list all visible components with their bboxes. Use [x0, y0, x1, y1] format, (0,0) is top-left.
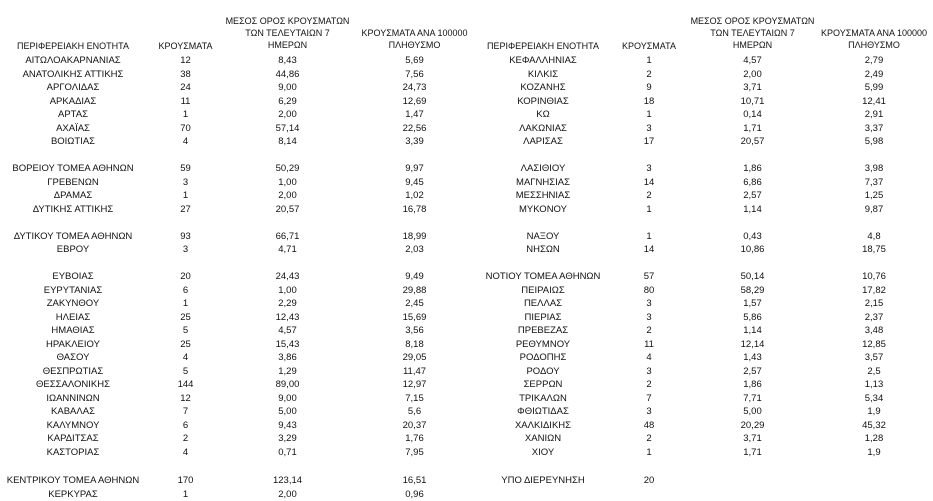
avg7-cell: 2,57: [690, 189, 815, 203]
region-cell: ΧΑΝΙΩΝ: [478, 432, 608, 446]
region-cell: ΚΩ: [478, 108, 608, 122]
table-row: [0, 488, 933, 501]
region-cell: ΘΑΣΟΥ: [0, 351, 146, 365]
per100k-cell: 22,56: [352, 122, 477, 136]
table-row: [0, 432, 933, 446]
header-region-right: ΠΕΡΙΦΕΡΕΙΑΚΗ ΕΝΟΤΗΤΑ: [478, 40, 608, 52]
header-cases-left: ΚΡΟΥΣΜΑΤΑ: [148, 40, 223, 52]
region-cell: ΑΧΑΪΑΣ: [0, 122, 146, 136]
avg7-cell: 3,71: [690, 432, 815, 446]
per100k-cell: 3,48: [815, 324, 933, 338]
avg7-cell: 3,71: [690, 81, 815, 95]
per100k-cell: 1,9: [815, 446, 933, 460]
cases-cell: 17: [610, 135, 688, 149]
avg7-cell: 9,00: [225, 392, 350, 406]
table-row: [0, 230, 933, 244]
table-row: [0, 203, 933, 217]
cases-cell: 2: [610, 68, 688, 82]
region-cell: ΝΑΞΟΥ: [478, 230, 608, 244]
cases-cell: 27: [148, 203, 223, 217]
avg7-cell: 7,71: [690, 392, 815, 406]
per100k-cell: 8,18: [352, 338, 477, 352]
per100k-cell: 12,85: [815, 338, 933, 352]
per100k-cell: 18,99: [352, 230, 477, 244]
region-cell: ΗΡΑΚΛΕΙΟΥ: [0, 338, 146, 352]
avg7-cell: 1,14: [690, 324, 815, 338]
table-row: [0, 54, 933, 68]
cases-cell: 18: [610, 95, 688, 109]
region-cell: ΚΟΡΙΝΘΙΑΣ: [478, 95, 608, 109]
header-avg7-line2: ΤΩΝ ΤΕΛΕΥΤΑΙΩΝ 7: [225, 27, 350, 39]
region-cell: ΑΙΤΩΛΟΑΚΑΡΝΑΝΙΑΣ: [0, 54, 146, 68]
table-row: [0, 68, 933, 82]
header-region-left: ΠΕΡΙΦΕΡΕΙΑΚΗ ΕΝΟΤΗΤΑ: [0, 40, 146, 52]
avg7-cell: 58,29: [690, 284, 815, 298]
per100k-cell: 1,02: [352, 189, 477, 203]
table-row: [0, 176, 933, 190]
per100k-cell: 5,98: [815, 135, 933, 149]
header-avg7-line3: ΗΜΕΡΩΝ: [225, 39, 350, 51]
region-cell: ΚΙΛΚΙΣ: [478, 68, 608, 82]
cases-cell: 3: [610, 311, 688, 325]
cases-cell: 3: [610, 405, 688, 419]
cases-cell: 7: [148, 405, 223, 419]
per100k-cell: 2,79: [815, 54, 933, 68]
avg7-cell: 10,71: [690, 95, 815, 109]
per100k-cell: 3,98: [815, 162, 933, 176]
per100k-cell: 45,32: [815, 419, 933, 433]
table-row: [0, 243, 933, 257]
avg7-cell: 2,00: [225, 108, 350, 122]
cases-cell: 25: [148, 338, 223, 352]
cases-cell: 1: [610, 54, 688, 68]
table-row: [0, 311, 933, 325]
region-cell: ΚΑΡΔΙΤΣΑΣ: [0, 432, 146, 446]
cases-cell: 7: [610, 392, 688, 406]
per100k-cell: 11,47: [352, 365, 477, 379]
table-row: [0, 189, 933, 203]
table-row: [0, 284, 933, 298]
per100k-cell: 10,76: [815, 270, 933, 284]
region-cell: ΜΕΣΣΗΝΙΑΣ: [478, 189, 608, 203]
region-cell: ΦΘΙΩΤΙΔΑΣ: [478, 405, 608, 419]
avg7-cell: 66,71: [225, 230, 350, 244]
avg7-cell: 50,14: [690, 270, 815, 284]
region-cell: ΛΑΣΙΘΙΟΥ: [478, 162, 608, 176]
per100k-cell: 7,37: [815, 176, 933, 190]
per100k-cell: 7,95: [352, 446, 477, 460]
region-cell: ΑΡΚΑΔΙΑΣ: [0, 95, 146, 109]
region-cell: ΘΕΣΠΡΩΤΙΑΣ: [0, 365, 146, 379]
per100k-cell: 2,03: [352, 243, 477, 257]
region-cell: ΒΟΙΩΤΙΑΣ: [0, 135, 146, 149]
cases-cell: 11: [148, 95, 223, 109]
region-cell: ΡΟΔΟΠΗΣ: [478, 351, 608, 365]
header-cases-right: ΚΡΟΥΣΜΑΤΑ: [610, 40, 688, 52]
avg7-cell: 24,43: [225, 270, 350, 284]
table-row: [0, 446, 933, 460]
cases-cell: 2: [610, 324, 688, 338]
region-cell: ΚΟΖΑΝΗΣ: [478, 81, 608, 95]
cases-cell: 3: [610, 162, 688, 176]
cases-cell: 2: [610, 432, 688, 446]
cases-cell: 14: [610, 176, 688, 190]
per100k-cell: 5,99: [815, 81, 933, 95]
table-row: [0, 95, 933, 109]
region-cell: ΡΟΔΟΥ: [478, 365, 608, 379]
header-avg7-line1: ΜΕΣΟΣ ΟΡΟΣ ΚΡΟΥΣΜΑΤΩΝ: [225, 15, 350, 27]
cases-cell: 14: [610, 243, 688, 257]
per100k-cell: 20,37: [352, 419, 477, 433]
header-avg7-line3: ΗΜΕΡΩΝ: [690, 39, 815, 51]
avg7-cell: 2,57: [690, 365, 815, 379]
region-cell: ΚΑΣΤΟΡΙΑΣ: [0, 446, 146, 460]
per100k-cell: 29,88: [352, 284, 477, 298]
region-cell: ΚΕΡΚΥΡΑΣ: [0, 488, 146, 501]
cases-cell: 6: [148, 419, 223, 433]
region-cell: ΥΠΟ ΔΙΕΡΕΥΝΗΣΗ: [478, 474, 608, 488]
region-cell: ΑΝΑΤΟΛΙΚΗΣ ΑΤΤΙΚΗΣ: [0, 68, 146, 82]
per100k-cell: 16,78: [352, 203, 477, 217]
avg7-cell: 12,14: [690, 338, 815, 352]
region-cell: ΕΥΒΟΙΑΣ: [0, 270, 146, 284]
region-cell: ΕΥΡΥΤΑΝΙΑΣ: [0, 284, 146, 298]
per100k-cell: 3,56: [352, 324, 477, 338]
per100k-cell: 2,49: [815, 68, 933, 82]
avg7-cell: 1,29: [225, 365, 350, 379]
avg7-cell: 15,43: [225, 338, 350, 352]
per100k-cell: 1,47: [352, 108, 477, 122]
cases-cell: 3: [148, 176, 223, 190]
cases-cell: 5: [148, 324, 223, 338]
avg7-cell: 44,86: [225, 68, 350, 82]
avg7-cell: 4,71: [225, 243, 350, 257]
per100k-cell: 3,39: [352, 135, 477, 149]
region-cell: ΛΑΡΙΣΑΣ: [478, 135, 608, 149]
region-cell: ΡΕΘΥΜΝΟΥ: [478, 338, 608, 352]
per100k-cell: 9,45: [352, 176, 477, 190]
region-cell: ΧΑΛΚΙΔΙΚΗΣ: [478, 419, 608, 433]
per100k-cell: 0,96: [352, 488, 477, 501]
table-row: [0, 81, 933, 95]
table-row: [0, 392, 933, 406]
cases-cell: 1: [610, 108, 688, 122]
region-cell: ΝΟΤΙΟΥ ΤΟΜΕΑ ΑΘΗΝΩΝ: [478, 270, 608, 284]
per100k-cell: 1,13: [815, 378, 933, 392]
avg7-cell: 0,14: [690, 108, 815, 122]
region-cell: ΝΗΣΩΝ: [478, 243, 608, 257]
per100k-cell: 9,97: [352, 162, 477, 176]
per100k-cell: 1,28: [815, 432, 933, 446]
per100k-cell: 7,56: [352, 68, 477, 82]
per100k-cell: 16,51: [352, 474, 477, 488]
table-row: [0, 338, 933, 352]
cases-cell: 11: [610, 338, 688, 352]
avg7-cell: 12,43: [225, 311, 350, 325]
avg7-cell: 9,43: [225, 419, 350, 433]
header-avg7-left: [225, 15, 350, 51]
cases-cell: 3: [610, 297, 688, 311]
cases-cell: 2: [610, 189, 688, 203]
table-row: [0, 351, 933, 365]
region-cell: ΚΕΦΑΛΛΗΝΙΑΣ: [478, 54, 608, 68]
avg7-cell: 1,71: [690, 446, 815, 460]
header-per100k-line1: ΚΡΟΥΣΜΑΤΑ ΑΝΑ 100000: [815, 27, 933, 39]
header-per100k-left: [352, 27, 477, 51]
table-row: [0, 297, 933, 311]
region-cell: ΧΙΟΥ: [478, 446, 608, 460]
table-row: [0, 324, 933, 338]
per100k-cell: 9,87: [815, 203, 933, 217]
cases-cell: 70: [148, 122, 223, 136]
avg7-cell: 5,00: [225, 405, 350, 419]
avg7-cell: 1,71: [690, 122, 815, 136]
cases-cell: 6: [148, 284, 223, 298]
avg7-cell: 5,00: [690, 405, 815, 419]
per100k-cell: 3,57: [815, 351, 933, 365]
per100k-cell: 24,73: [352, 81, 477, 95]
region-cell: ΜΑΓΝΗΣΙΑΣ: [478, 176, 608, 190]
cases-cell: 20: [610, 474, 688, 488]
header-avg7-line1: ΜΕΣΟΣ ΟΡΟΣ ΚΡΟΥΣΜΑΤΩΝ: [690, 15, 815, 27]
cases-cell: 2: [148, 432, 223, 446]
region-cell: ΠΕΙΡΑΙΩΣ: [478, 284, 608, 298]
per100k-cell: 5,6: [352, 405, 477, 419]
avg7-cell: 50,29: [225, 162, 350, 176]
region-cell: ΚΑΒΑΛΑΣ: [0, 405, 146, 419]
per100k-cell: 4,8: [815, 230, 933, 244]
table-row: [0, 122, 933, 136]
region-cell: ΠΡΕΒΕΖΑΣ: [478, 324, 608, 338]
per100k-cell: 29,05: [352, 351, 477, 365]
region-cell: ΑΡΓΟΛΙΔΑΣ: [0, 81, 146, 95]
avg7-cell: 2,00: [690, 68, 815, 82]
avg7-cell: 20,29: [690, 419, 815, 433]
cases-cell: 1: [148, 297, 223, 311]
cases-cell: 80: [610, 284, 688, 298]
per100k-cell: 5,34: [815, 392, 933, 406]
avg7-cell: 20,57: [690, 135, 815, 149]
region-cell: ΚΑΛΥΜΝΟΥ: [0, 419, 146, 433]
region-cell: ΕΒΡΟΥ: [0, 243, 146, 257]
per100k-cell: 17,82: [815, 284, 933, 298]
cases-cell: 12: [148, 54, 223, 68]
avg7-cell: 0,43: [690, 230, 815, 244]
per100k-cell: 2,45: [352, 297, 477, 311]
cases-cell: 1: [148, 189, 223, 203]
cases-cell: 59: [148, 162, 223, 176]
region-cell: ΔΡΑΜΑΣ: [0, 189, 146, 203]
avg7-cell: 20,57: [225, 203, 350, 217]
avg7-cell: 4,57: [225, 324, 350, 338]
cases-cell: 2: [610, 378, 688, 392]
table-row: [0, 474, 933, 488]
table-row: [0, 135, 933, 149]
table-row: [0, 419, 933, 433]
per100k-cell: 12,41: [815, 95, 933, 109]
region-cell: ΓΡΕΒΕΝΩΝ: [0, 176, 146, 190]
per100k-cell: 1,25: [815, 189, 933, 203]
region-cell: ΒΟΡΕΙΟΥ ΤΟΜΕΑ ΑΘΗΝΩΝ: [0, 162, 146, 176]
region-cell: ΗΜΑΘΙΑΣ: [0, 324, 146, 338]
region-cell: ΔΥΤΙΚΟΥ ΤΟΜΕΑ ΑΘΗΝΩΝ: [0, 230, 146, 244]
table-row: [0, 365, 933, 379]
cases-cell: 12: [148, 392, 223, 406]
header-per100k-line2: ΠΛΗΘΥΣΜΟ: [815, 39, 933, 51]
avg7-cell: 5,86: [690, 311, 815, 325]
table-row: [0, 378, 933, 392]
avg7-cell: 3,86: [225, 351, 350, 365]
region-cell: ΚΕΝΤΡΙΚΟΥ ΤΟΜΕΑ ΑΘΗΝΩΝ: [0, 474, 146, 488]
avg7-cell: 8,43: [225, 54, 350, 68]
avg7-cell: 4,57: [690, 54, 815, 68]
per100k-cell: 5,69: [352, 54, 477, 68]
per100k-cell: 15,69: [352, 311, 477, 325]
cases-cell: 57: [610, 270, 688, 284]
avg7-cell: 2,00: [225, 189, 350, 203]
header-avg7-line2: ΤΩΝ ΤΕΛΕΥΤΑΙΩΝ 7: [690, 27, 815, 39]
per100k-cell: 12,97: [352, 378, 477, 392]
region-cell: ΜΥΚΟΝΟΥ: [478, 203, 608, 217]
region-cell: ΖΑΚΥΝΘΟΥ: [0, 297, 146, 311]
per100k-cell: 1,9: [815, 405, 933, 419]
header-avg7-right: [690, 15, 815, 51]
table-row: [0, 108, 933, 122]
cases-cell: 5: [148, 365, 223, 379]
avg7-cell: 9,00: [225, 81, 350, 95]
region-cell: ΔΥΤΙΚΗΣ ΑΤΤΙΚΗΣ: [0, 203, 146, 217]
avg7-cell: 10,86: [690, 243, 815, 257]
avg7-cell: 1,57: [690, 297, 815, 311]
avg7-cell: 123,14: [225, 474, 350, 488]
cases-cell: 3: [610, 122, 688, 136]
cases-cell: 1: [610, 446, 688, 460]
region-cell: ΘΕΣΣΑΛΟΝΙΚΗΣ: [0, 378, 146, 392]
table-row: [0, 162, 933, 176]
per100k-cell: 7,15: [352, 392, 477, 406]
cases-cell: 4: [148, 446, 223, 460]
avg7-cell: 6,29: [225, 95, 350, 109]
avg7-cell: 8,14: [225, 135, 350, 149]
cases-cell: 20: [148, 270, 223, 284]
avg7-cell: 1,86: [690, 162, 815, 176]
cases-cell: 9: [610, 81, 688, 95]
region-cell: ΑΡΤΑΣ: [0, 108, 146, 122]
per100k-cell: 2,5: [815, 365, 933, 379]
avg7-cell: 89,00: [225, 378, 350, 392]
cases-cell: 38: [148, 68, 223, 82]
avg7-cell: 2,29: [225, 297, 350, 311]
per100k-cell: 3,37: [815, 122, 933, 136]
per100k-cell: 2,15: [815, 297, 933, 311]
avg7-cell: 3,29: [225, 432, 350, 446]
cases-cell: 1: [610, 203, 688, 217]
header-per100k-line2: ΠΛΗΘΥΣΜΟ: [352, 39, 477, 51]
cases-cell: 1: [148, 488, 223, 501]
per100k-cell: 2,37: [815, 311, 933, 325]
avg7-cell: 1,14: [690, 203, 815, 217]
per100k-cell: 2,91: [815, 108, 933, 122]
cases-cell: 25: [148, 311, 223, 325]
cases-cell: 3: [610, 365, 688, 379]
per100k-cell: 12,69: [352, 95, 477, 109]
region-cell: ΛΑΚΩΝΙΑΣ: [478, 122, 608, 136]
avg7-cell: 1,00: [225, 284, 350, 298]
avg7-cell: 1,86: [690, 378, 815, 392]
header-per100k-line1: ΚΡΟΥΣΜΑΤΑ ΑΝΑ 100000: [352, 27, 477, 39]
table-row: [0, 405, 933, 419]
avg7-cell: 2,00: [225, 488, 350, 501]
avg7-cell: 6,86: [690, 176, 815, 190]
cases-cell: 4: [148, 135, 223, 149]
header-per100k-right: [815, 27, 933, 51]
region-cell: ΗΛΕΙΑΣ: [0, 311, 146, 325]
per100k-cell: 9,49: [352, 270, 477, 284]
region-cell: ΠΕΛΛΑΣ: [478, 297, 608, 311]
avg7-cell: 57,14: [225, 122, 350, 136]
avg7-cell: 1,00: [225, 176, 350, 190]
cases-cell: 4: [610, 351, 688, 365]
cases-cell: 1: [148, 108, 223, 122]
per100k-cell: 18,75: [815, 243, 933, 257]
avg7-cell: 1,43: [690, 351, 815, 365]
cases-cell: 3: [148, 243, 223, 257]
avg7-cell: 0,71: [225, 446, 350, 460]
cases-cell: 48: [610, 419, 688, 433]
region-cell: ΙΩΑΝΝΙΝΩΝ: [0, 392, 146, 406]
per100k-cell: 1,76: [352, 432, 477, 446]
cases-cell: 144: [148, 378, 223, 392]
region-cell: ΠΙΕΡΙΑΣ: [478, 311, 608, 325]
region-cell: ΣΕΡΡΩΝ: [478, 378, 608, 392]
cases-cell: 93: [148, 230, 223, 244]
cases-cell: 4: [148, 351, 223, 365]
cases-cell: 170: [148, 474, 223, 488]
cases-cell: 24: [148, 81, 223, 95]
region-cell: ΤΡΙΚΑΛΩΝ: [478, 392, 608, 406]
table-row: [0, 270, 933, 284]
cases-cell: 1: [610, 230, 688, 244]
